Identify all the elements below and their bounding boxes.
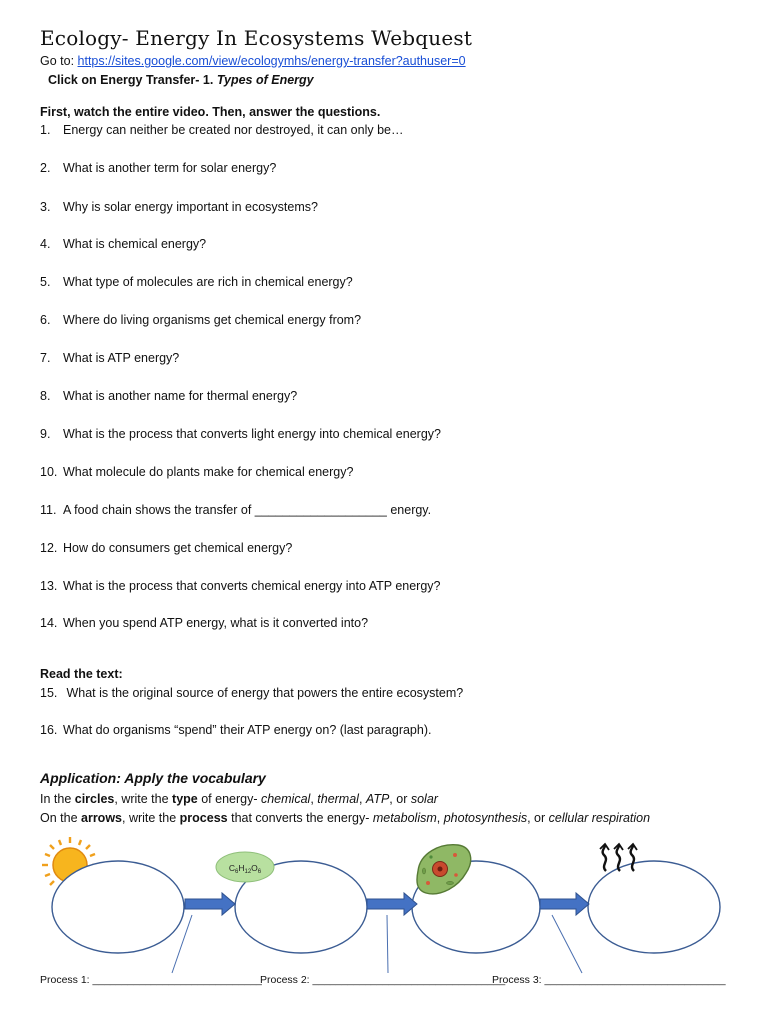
question-16 — [40, 723, 431, 737]
question-6 — [40, 313, 361, 327]
question-3 — [40, 200, 318, 214]
pointer-line-2 — [387, 915, 388, 973]
question-number: 4. — [40, 237, 51, 251]
text: , or — [527, 811, 549, 825]
energy-flow-diagram — [0, 835, 768, 975]
question-text: What do organisms “spend” their ATP energy on? (last paragraph). — [63, 723, 432, 737]
process-2-blank[interactable]: Process 2: _________________________________ — [260, 974, 506, 986]
process-3-blank[interactable]: Process 3: _______________________________ — [492, 974, 726, 986]
question-9 — [40, 427, 441, 441]
question-number: 6. — [40, 313, 51, 327]
question-13 — [40, 579, 441, 593]
bold-arrows: arrows — [81, 811, 122, 825]
process-arrow-3[interactable] — [540, 893, 589, 915]
question-8 — [40, 389, 297, 403]
goto-label: Go to: — [40, 54, 75, 68]
text: , — [358, 792, 366, 806]
question-text: A food chain shows the transfer of ___________________ energy. — [63, 503, 432, 517]
question-number: 9. — [40, 427, 51, 441]
question-10 — [40, 465, 353, 479]
option-thermal: thermal — [317, 792, 359, 806]
heat-icon — [600, 844, 637, 871]
pointer-line-3 — [552, 915, 582, 973]
question-12 — [40, 541, 292, 555]
text: , — [436, 811, 444, 825]
option-cellular-respiration: cellular respiration — [548, 811, 651, 825]
glucose-bubble — [216, 852, 274, 882]
option-solar: solar — [410, 792, 438, 806]
question-4 — [40, 237, 206, 251]
video-instruction: First, watch the entire video. Then, answer the questions. — [40, 105, 381, 119]
question-1 — [40, 123, 403, 137]
question-number: 14. — [40, 616, 58, 630]
question-number: 10. — [40, 465, 58, 479]
question-7 — [40, 351, 179, 365]
question-text: Why is solar energy important in ecosystems? — [63, 200, 318, 214]
process-arrow-1[interactable] — [185, 893, 235, 915]
question-text: What is another name for thermal energy? — [63, 389, 298, 403]
question-text: What is another term for solar energy? — [63, 161, 277, 175]
question-2 — [40, 161, 276, 175]
text: of energy- — [197, 792, 261, 806]
bold-type: type — [172, 792, 198, 806]
bold-circles: circles — [74, 792, 115, 806]
question-number: 13. — [40, 579, 58, 593]
question-text: What is chemical energy? — [63, 237, 207, 251]
question-text: What is the original source of energy that powers the entire ecosystem? — [63, 686, 464, 700]
option-photosynthesis: photosynthesis — [443, 811, 528, 825]
question-text: What molecule do plants make for chemical energy? — [63, 465, 354, 479]
text: , write the — [114, 792, 173, 806]
bold-process: process — [179, 811, 228, 825]
energy-circle-4[interactable] — [588, 861, 720, 953]
question-text: Where do living organisms get chemical energy from? — [63, 313, 362, 327]
arrows-instruction — [40, 811, 650, 825]
application-heading: Application: Apply the vocabulary — [40, 770, 266, 786]
question-number: 12. — [40, 541, 58, 555]
question-number: 7. — [40, 351, 51, 365]
click-instruction — [48, 73, 314, 87]
question-text: What is the process that converts light energy into chemical energy? — [63, 427, 441, 441]
question-number: 3. — [40, 200, 51, 214]
text: , — [310, 792, 318, 806]
process-arrow-2[interactable] — [367, 893, 417, 915]
question-text: What is the process that converts chemical energy into ATP energy? — [63, 579, 441, 593]
webquest-link[interactable]: https://sites.google.com/view/ecologymhs/energy-transfer?authuser=0 — [77, 54, 466, 68]
question-number: 2. — [40, 161, 51, 175]
question-text: When you spend ATP energy, what is it converted into? — [63, 616, 369, 630]
process-1-blank[interactable]: Process 1: _____________________________ — [40, 974, 262, 986]
glucose-formula: $C_6H_{12}O_6$ — [228, 863, 262, 875]
option-metabolism: metabolism — [372, 811, 437, 825]
text: In the — [40, 792, 75, 806]
text: , or — [389, 792, 411, 806]
question-14 — [40, 616, 368, 630]
question-text: What is ATP energy? — [63, 351, 180, 365]
circles-instruction — [40, 792, 438, 806]
text: , write the — [122, 811, 180, 825]
text: that converts the energy- — [227, 811, 373, 825]
read-instruction: Read the text: — [40, 667, 123, 681]
question-number: 1. — [40, 123, 51, 137]
text: On the — [40, 811, 81, 825]
click-topic: Types of Energy — [216, 73, 314, 87]
question-text: How do consumers get chemical energy? — [63, 541, 293, 555]
question-number: 5. — [40, 275, 51, 289]
question-text: Energy can neither be created nor destroyed, it can only be… — [63, 123, 404, 137]
goto-line — [40, 54, 466, 68]
energy-circle-1[interactable] — [52, 861, 184, 953]
question-number: 16. — [40, 723, 58, 737]
option-atp: ATP — [365, 792, 390, 806]
question-text: What type of molecules are rich in chemical energy? — [63, 275, 353, 289]
question-15 — [40, 686, 463, 700]
click-prefix: Click on Energy Transfer- 1. — [48, 73, 214, 87]
page-title: Ecology- Energy In Ecosystems Webquest — [40, 26, 473, 50]
question-5 — [40, 275, 353, 289]
question-number: 8. — [40, 389, 51, 403]
option-chemical: chemical — [260, 792, 311, 806]
question-11 — [40, 503, 431, 517]
question-number: 15. — [40, 686, 58, 700]
question-number: 11. — [40, 503, 57, 517]
